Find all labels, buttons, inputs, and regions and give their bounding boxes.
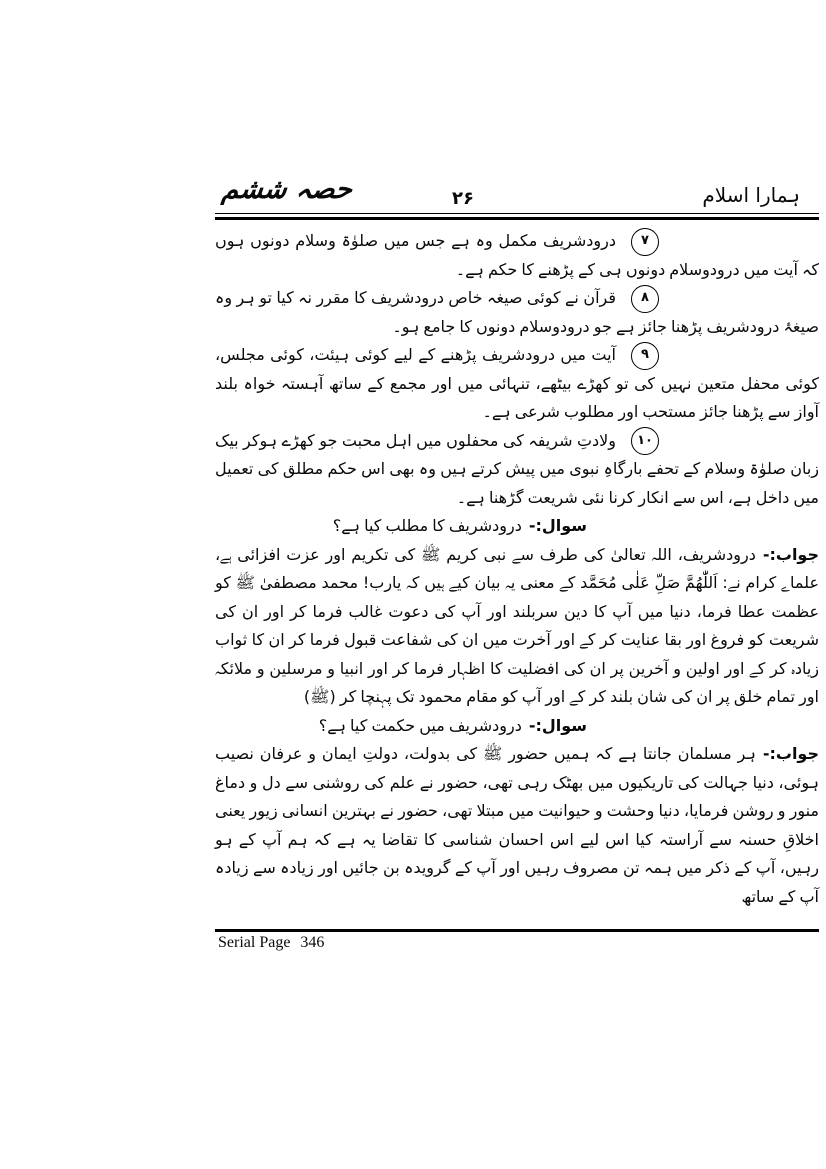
header-rule-thin bbox=[215, 213, 819, 214]
footer-rule bbox=[215, 929, 819, 932]
question-2 bbox=[215, 712, 819, 741]
answer-text: ہر مسلمان جانتا ہے کہ ہمیں حضور ﷺ کی بدولت، دولتِ ایمان و عرفان نصیب ہوئی، دنیا جہالت کی تاریکیوں میں بھٹک رہی تھی، حضور نے علم کی روشنی سے دل و دماغ منور و روشن فرمایا، دنیا وحشت و حیوانیت میں مبتلا تھی، حضور نے بہترین انسانی زیور یعنی اخلاقِ حسنہ سے آراستہ کیا اس لیے اس احسان شناسی کا تقاضا یہ ہے کہ ہم آپ کے ہو رہیں، آپ کے ذکر میں ہمہ تن مصروف رہیں اور آپ کے گرویدہ بن جائیں اور زیادہ سے زیادہ آپ کے ساتھ bbox=[215, 744, 819, 906]
answer-label: جواب:- bbox=[762, 544, 819, 564]
answer-1 bbox=[215, 541, 819, 712]
answer-2 bbox=[215, 740, 819, 911]
badge-digit: ۹ bbox=[641, 347, 649, 363]
question-text: درودشریف میں حکمت کیا ہے؟ bbox=[318, 715, 522, 735]
page-body bbox=[215, 227, 819, 911]
question-label: سوال:- bbox=[528, 715, 587, 735]
answer-label: جواب:- bbox=[762, 744, 819, 763]
number-badge-7 bbox=[631, 228, 659, 256]
paragraph-text: آیت میں درودشریف پڑھنے کے لیے کوئی ہیئت، کوئی مجلس، کوئی محفل متعین نہیں کی تو کھڑے بیٹھے، تنہائی میں اور مجمع کے ساتھ آہستہ خواہ بلند آواز سے پڑھنا جائز مستحب اور مطلوب شرعی ہے۔ bbox=[215, 345, 819, 421]
serial-page-number: 346 bbox=[300, 934, 325, 951]
question-text: درودشریف کا مطلب کیا ہے؟ bbox=[332, 516, 522, 535]
page-number: ۲۶ bbox=[452, 188, 474, 209]
serial-label-text: Serial Page bbox=[218, 934, 291, 951]
paragraph-text: قرآن نے کوئی صیغہ خاص درودشریف کا مقرر نہ کیا تو ہر وہ صیغۂ درودشریف پڑھنا جائز ہے جو درودوسلام دونوں کا جامع ہو۔ bbox=[215, 288, 819, 336]
paragraph-10 bbox=[215, 427, 819, 513]
paragraph-8 bbox=[215, 284, 819, 341]
number-badge-9 bbox=[631, 342, 659, 370]
paragraph-text: ولادتِ شریفہ کی محفلوں میں اہل محبت جو کھڑے ہوکر بیک زبان صلوٰۃ وسلام کے تحفے بارگاہِ نبوی میں پیش کرتے ہیں وہ بھی اس حکم مطلق کی تعمیل میں داخل ہے، اس سے انکار کرنا نئی شریعت گڑھنا ہے۔ bbox=[215, 430, 819, 507]
paragraph-9 bbox=[215, 341, 819, 427]
header-rule-thick bbox=[215, 217, 819, 220]
paragraph-7 bbox=[215, 227, 819, 284]
number-badge-10 bbox=[631, 427, 659, 455]
paragraph-text: درودشریف مکمل وہ ہے جس میں صلوٰۃ وسلام دونوں ہوں کہ آیت میں درودوسلام دونوں ہی کے پڑھنے کا حکم ہے۔ bbox=[215, 231, 819, 279]
badge-digit: ۸ bbox=[641, 290, 649, 306]
badge-digit: ۷ bbox=[641, 233, 649, 249]
part-title: حصہ ششم bbox=[220, 174, 354, 205]
badge-digit: ۱۰ bbox=[637, 432, 653, 448]
number-badge-8 bbox=[631, 285, 659, 313]
answer-text: درودشریف، اللہ تعالیٰ کی طرف سے نبی کریم ﷺ کی تکریم اور عزت افزائی ہے، علماے کرام نے: اَللّٰهُمَّ صَلِّ عَلٰی مُحَمَّد کے معنی یہ بیان کیے ہیں کہ یارب! محمد مصطفیٰ ﷺ کو عظمت عطا فرما، دنیا میں آپ کا دین سربلند اور آپ کی دعوت غالب فرما کر اور ان کی شریعت کو فروغ اور بقا عنایت کر کے اور آخرت میں ان کی شفاعت قبول فرما کر ان کا ثواب زیادہ کر کے اور اولین و آخرین پر ان کی افضلیت کا اظہار فرما کر اور انبیا و مرسلین و ملائکہ اور تمام خلق پر ان کی شان بلند کر کے اور آپ کو مقام محمود تک پہنچا کر (ﷺ) bbox=[215, 544, 819, 706]
serial-page-label bbox=[218, 934, 324, 952]
book-title: ہمارا اسلام bbox=[702, 183, 800, 207]
question-1 bbox=[215, 512, 819, 541]
question-label: سوال:- bbox=[528, 516, 587, 535]
